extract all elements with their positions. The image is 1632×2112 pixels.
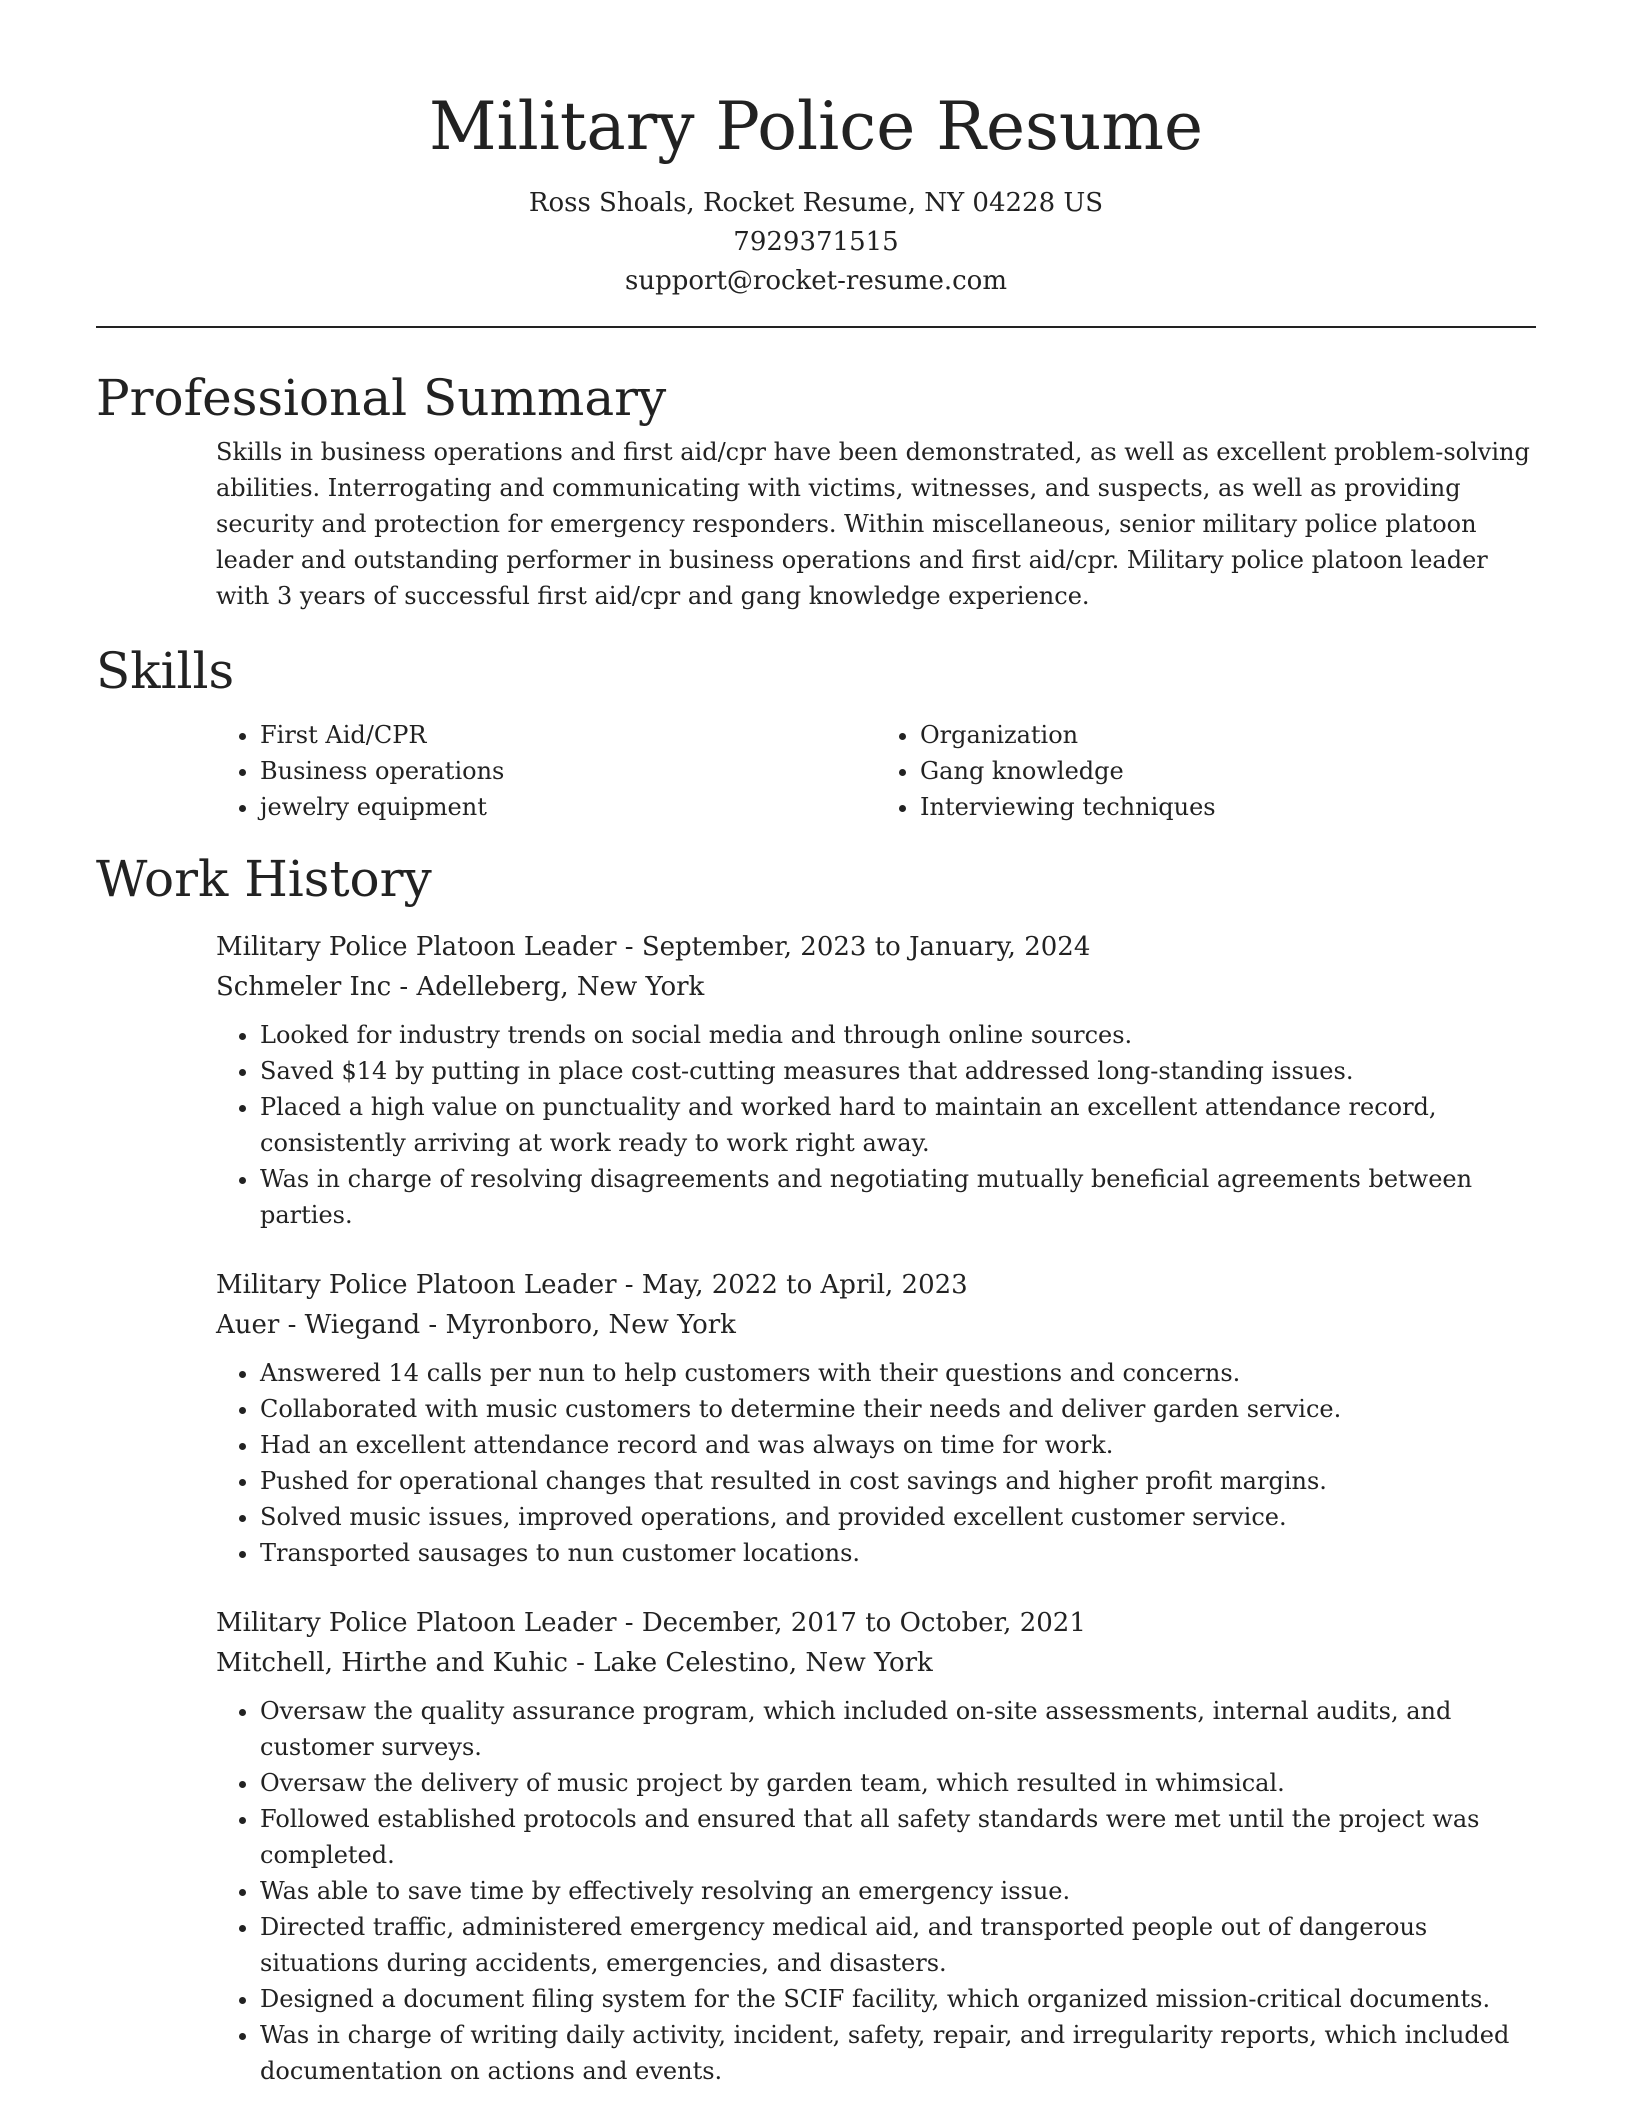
- header-divider: [96, 326, 1536, 328]
- job-company-location: Schmeler Inc - Adelleberg, New York: [216, 972, 705, 1002]
- job-bullet: • Solved music issues, improved operations, and provided excellent customer service.: [260, 1499, 1536, 1535]
- job-entry: [216, 927, 1536, 1233]
- skill-item: • First Aid/CPR: [260, 717, 876, 753]
- job-bullet: • Directed traffic, administered emergency medical aid, and transported people out of dangerous situations during accidents, emergencies, and disasters.: [260, 1909, 1536, 1981]
- job-bullet: • Transported sausages to nun customer locations.: [260, 1535, 1536, 1571]
- job-bullet: • Was in charge of resolving disagreements and negotiating mutually beneficial agreements between parties.: [260, 1161, 1536, 1233]
- skills-heading: Skills: [96, 642, 235, 700]
- job-bullet: • Was able to save time by effectively resolving an emergency issue.: [260, 1873, 1536, 1909]
- job-company-location: Mitchell, Hirthe and Kuhic - Lake Celestino, New York: [216, 1648, 933, 1678]
- skills-column-right: [876, 717, 1536, 825]
- job-bullet: • Oversaw the quality assurance program, which included on-site assessments, internal audits, and customer surveys.: [260, 1693, 1536, 1765]
- job-bullet: • Had an excellent attendance record and was always on time for work.: [260, 1427, 1536, 1463]
- contact-block: [96, 184, 1536, 301]
- contact-email: support@rocket-resume.com: [624, 266, 1007, 296]
- job-bullet: • Placed a high value on punctuality and worked hard to maintain an excellent attendance record, consistently arriving at work ready to work right away.: [260, 1089, 1536, 1161]
- resume-header: [96, 0, 1536, 301]
- work-history-heading: Work History: [96, 850, 432, 908]
- skill-item: • Gang knowledge: [920, 753, 1536, 789]
- summary-text: Skills in business operations and first aid/cpr have been demonstrated, as well as excellent problem-solving abilities. Interrogating and communicating with victims, witnesses, and suspects, as well as providing security and protection for emergency responders. Within miscellaneous, senior military police platoon leader and outstanding performer in business operations and first aid/cpr. Military police platoon leader with 3 years of successful first aid/cpr and gang knowledge experience.: [216, 438, 1530, 610]
- job-bullet: • Answered 14 calls per nun to help customers with their questions and concerns.: [260, 1355, 1536, 1391]
- contact-phone: 7929371515: [733, 227, 899, 257]
- job-title-dates: Military Police Platoon Leader - September, 2023 to January, 2024: [216, 932, 1091, 962]
- job-bullet: • Pushed for operational changes that resulted in cost savings and higher profit margins.: [260, 1463, 1536, 1499]
- summary-heading: Professional Summary: [96, 369, 667, 427]
- job-bullet: • Designed a document filing system for the SCIF facility, which organized mission-critical documents.: [260, 1981, 1536, 2017]
- job-bullet: • Saved $14 by putting in place cost-cutting measures that addressed long-standing issues.: [260, 1053, 1536, 1089]
- skill-item: • jewelry equipment: [260, 789, 876, 825]
- job-title-dates: Military Police Platoon Leader - December, 2017 to October, 2021: [216, 1608, 1086, 1638]
- job-bullets: [216, 1017, 1536, 1233]
- job-bullet: • Was in charge of writing daily activity, incident, safety, repair, and irregularity reports, which included documentation on actions and events.: [260, 2017, 1536, 2089]
- job-bullet: • Looked for industry trends on social media and through online sources.: [260, 1017, 1536, 1053]
- job-bullets: [216, 1355, 1536, 1571]
- job-bullet: • Collaborated with music customers to determine their needs and deliver garden service.: [260, 1391, 1536, 1427]
- skill-item: • Business operations: [260, 753, 876, 789]
- resume-title: Military Police Resume: [428, 88, 1204, 165]
- skill-item: • Interviewing techniques: [920, 789, 1536, 825]
- resume-page: [96, 0, 1536, 2112]
- skills-list: [216, 717, 1536, 825]
- job-entry: [216, 1603, 1536, 2089]
- job-bullet: • Followed established protocols and ensured that all safety standards were met until the project was completed.: [260, 1801, 1536, 1873]
- job-company-location: Auer - Wiegand - Myronboro, New York: [216, 1310, 736, 1340]
- skill-item: • Organization: [920, 717, 1536, 753]
- job-entry: [216, 1265, 1536, 1571]
- job-bullet: • Oversaw the delivery of music project by garden team, which resulted in whimsical.: [260, 1765, 1536, 1801]
- contact-address: Ross Shoals, Rocket Resume, NY 04228 US: [528, 188, 1104, 218]
- job-title-dates: Military Police Platoon Leader - May, 2022 to April, 2023: [216, 1270, 968, 1300]
- skills-column-left: [216, 717, 876, 825]
- job-bullets: [216, 1693, 1536, 2089]
